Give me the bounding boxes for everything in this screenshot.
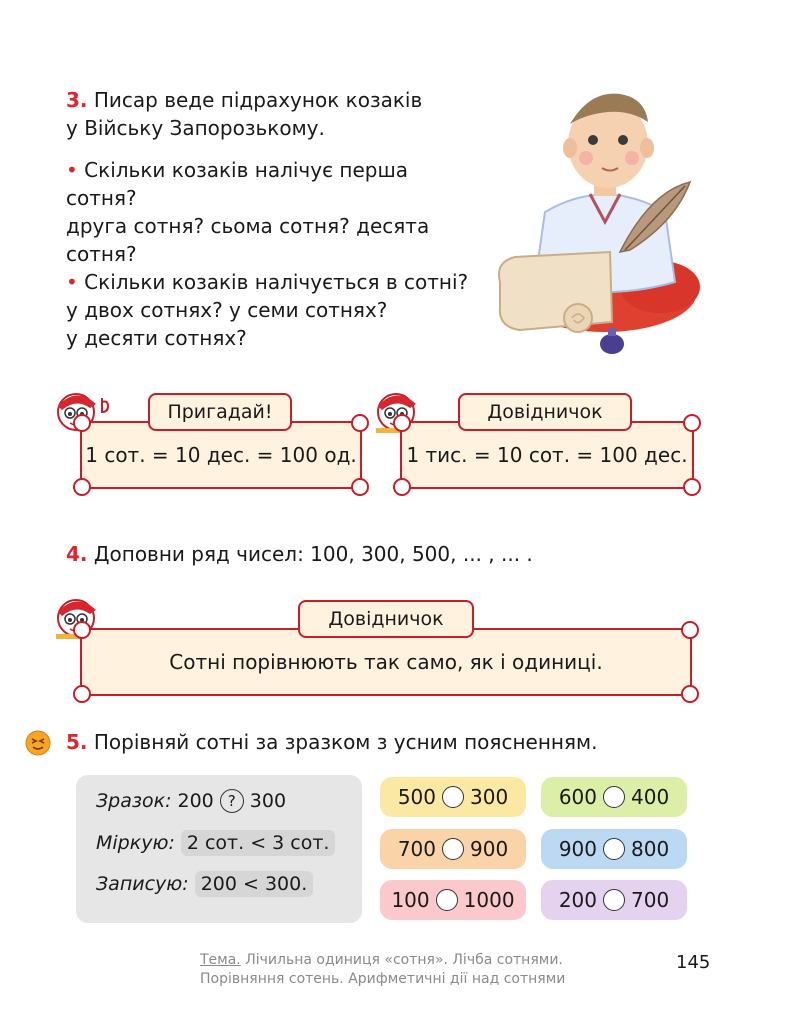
compare-pill-2: 600 400 <box>541 777 687 817</box>
question-circle-icon: ? <box>220 789 244 813</box>
task4 <box>66 540 533 568</box>
remember-tab: Пригадай! <box>148 393 292 431</box>
reference-text-1: 1 тис. = 10 сот. = 100 дес. <box>406 443 688 467</box>
page-number: 145 <box>676 952 711 973</box>
compare-circle[interactable] <box>436 889 458 911</box>
task3-question1-line3: друга сотня? сьома сотня? десята <box>66 214 430 238</box>
compare-circle[interactable] <box>442 838 464 860</box>
task5-text: Порівняй сотні за зразком з усним поясненням. <box>93 730 598 754</box>
reference-tab-1: Довідничок <box>458 393 632 431</box>
compare-circle[interactable] <box>603 786 625 808</box>
task3-question2-line2: у двох сотнях? у семи сотнях? <box>66 298 388 322</box>
reference-text-2: Сотні порівнюють так само, як і одиниці. <box>169 650 603 674</box>
compare-pill-6: 200 700 <box>541 880 687 920</box>
reference-box-1 <box>400 421 694 489</box>
compare-pill-4: 900 800 <box>541 829 687 869</box>
reference-tab-2: Довідничок <box>298 600 474 638</box>
task3-line1: 3. Писар веде підрахунок козаків <box>66 88 423 112</box>
compare-pill-5: 100 1000 <box>380 880 526 920</box>
sample-row: Зразок: 200 ? 300 <box>96 790 287 812</box>
task3-line2: у Війську Запорозькому. <box>66 116 325 140</box>
remember-text: 1 сот. = 10 дес. = 100 од. <box>85 443 357 467</box>
oral-answer-icon <box>25 730 51 756</box>
task3-number: 3. <box>66 88 88 112</box>
compare-circle[interactable] <box>442 786 464 808</box>
sample-panel <box>76 775 362 923</box>
task3-question2-line1: • Скільки козаків налічується в сотні? <box>66 270 469 294</box>
task3-question1-line2: сотня? <box>66 186 137 210</box>
compare-circle[interactable] <box>603 838 625 860</box>
task4-number: 4. <box>66 542 88 566</box>
reasoning-row: Міркую: 2 сот. < 3 сот. <box>96 830 335 856</box>
task5 <box>66 728 597 756</box>
footer-line2: Порівняння сотень. Арифметичні дії над сотнями <box>200 971 566 987</box>
task3-question1-line4: сотня? <box>66 242 137 266</box>
cossack-scribe-illustration <box>490 82 720 362</box>
compare-pill-1: 500 300 <box>380 777 526 817</box>
compare-pill-3: 700 900 <box>380 829 526 869</box>
record-row: Записую: 200 < 300. <box>96 871 313 897</box>
task4-text: Доповни ряд чисел: 100, 300, 500, ... , ... . <box>93 542 533 566</box>
task3-question1-line1: • Скільки козаків налічує перша <box>66 158 409 182</box>
task3-question2-line3: у десяти сотнях? <box>66 326 247 350</box>
remember-box <box>80 421 362 489</box>
task5-number: 5. <box>66 730 88 754</box>
footer-line1: Тема. Лічильна одиниця «сотня». Лічба сотнями. <box>200 952 563 968</box>
reference-box-2 <box>80 628 692 696</box>
compare-circle[interactable] <box>603 889 625 911</box>
